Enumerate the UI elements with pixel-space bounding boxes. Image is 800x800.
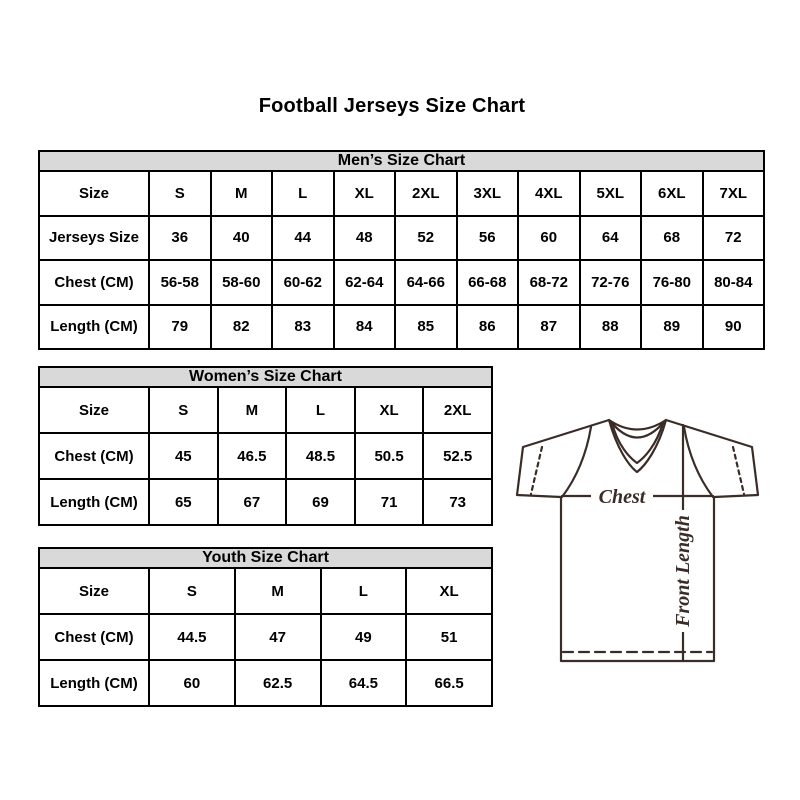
table-cell: 52 [395, 216, 457, 261]
table-cell: L [286, 387, 355, 433]
page-title: Football Jerseys Size Chart [258, 95, 526, 117]
table-cell: 58-60 [211, 260, 273, 305]
table-cell: 56 [457, 216, 519, 261]
table-cell: 60-62 [272, 260, 334, 305]
table-cell: 51 [406, 614, 492, 660]
table-cell: 83 [272, 305, 334, 350]
row-header-cell: Size [39, 171, 149, 216]
table-cell: 85 [395, 305, 457, 350]
row-header-cell: Size [39, 568, 149, 614]
table-cell: 66-68 [457, 260, 519, 305]
table-cell: 86 [457, 305, 519, 350]
womens-table-title: Women’s Size Chart [39, 367, 492, 387]
row-header-cell: Chest (CM) [39, 260, 149, 305]
table-cell: 84 [334, 305, 396, 350]
table-cell: 6XL [641, 171, 703, 216]
row-header-cell: Chest (CM) [39, 614, 149, 660]
table-row [39, 216, 764, 261]
table-cell: 36 [149, 216, 211, 261]
front-length-label: Front Length [672, 515, 694, 627]
table-row [39, 660, 492, 706]
mens-size-table [38, 150, 765, 350]
table-cell: 89 [641, 305, 703, 350]
table-cell: S [149, 568, 235, 614]
table-cell: 48 [334, 216, 396, 261]
table-cell: 82 [211, 305, 273, 350]
table-cell: 40 [211, 216, 273, 261]
table-cell: 68 [641, 216, 703, 261]
table-cell: M [211, 171, 273, 216]
table-cell: XL [334, 171, 396, 216]
table-title-row [39, 367, 492, 387]
table-cell: 65 [149, 479, 218, 525]
table-cell: 48.5 [286, 433, 355, 479]
table-cell: S [149, 171, 211, 216]
row-header-cell: Jerseys Size [39, 216, 149, 261]
table-cell: 64 [580, 216, 642, 261]
table-cell: 66.5 [406, 660, 492, 706]
row-header-cell: Chest (CM) [39, 433, 149, 479]
table-cell: 56-58 [149, 260, 211, 305]
jersey-measurement-diagram [505, 413, 770, 663]
table-row [39, 568, 492, 614]
table-cell: XL [355, 387, 424, 433]
table-cell: 76-80 [641, 260, 703, 305]
table-row [39, 479, 492, 525]
chest-label: Chest [598, 486, 646, 508]
table-cell: 2XL [423, 387, 492, 433]
table-cell: 50.5 [355, 433, 424, 479]
youth-size-table [38, 547, 493, 707]
table-title-row [39, 548, 492, 568]
table-cell: M [218, 387, 287, 433]
jersey-outline [517, 420, 758, 661]
table-cell: 71 [355, 479, 424, 525]
row-header-cell: Length (CM) [39, 660, 149, 706]
table-cell: 44 [272, 216, 334, 261]
row-header-cell: Length (CM) [39, 479, 149, 525]
table-cell: 49 [321, 614, 407, 660]
table-row [39, 433, 492, 479]
mens-table-title: Men’s Size Chart [39, 151, 764, 171]
table-cell: 87 [518, 305, 580, 350]
table-cell: 60 [518, 216, 580, 261]
table-cell: 64.5 [321, 660, 407, 706]
table-row [39, 260, 764, 305]
table-cell: 80-84 [703, 260, 765, 305]
table-cell: 44.5 [149, 614, 235, 660]
table-cell: M [235, 568, 321, 614]
table-row [39, 614, 492, 660]
table-cell: 72 [703, 216, 765, 261]
table-cell: 79 [149, 305, 211, 350]
table-cell: XL [406, 568, 492, 614]
table-cell: 3XL [457, 171, 519, 216]
table-cell: 46.5 [218, 433, 287, 479]
table-cell: 64-66 [395, 260, 457, 305]
table-row [39, 305, 764, 350]
table-cell: 62-64 [334, 260, 396, 305]
table-title-row [39, 151, 764, 171]
table-cell: L [321, 568, 407, 614]
table-cell: 47 [235, 614, 321, 660]
table-cell: 52.5 [423, 433, 492, 479]
table-cell: 4XL [518, 171, 580, 216]
table-cell: 2XL [395, 171, 457, 216]
table-cell: 62.5 [235, 660, 321, 706]
table-cell: 88 [580, 305, 642, 350]
youth-table-title: Youth Size Chart [39, 548, 492, 568]
table-cell: 68-72 [518, 260, 580, 305]
table-row [39, 171, 764, 216]
table-cell: 67 [218, 479, 287, 525]
table-cell: 60 [149, 660, 235, 706]
table-cell: L [272, 171, 334, 216]
table-cell: 73 [423, 479, 492, 525]
table-cell: 90 [703, 305, 765, 350]
table-cell: 7XL [703, 171, 765, 216]
table-cell: 5XL [580, 171, 642, 216]
row-header-cell: Size [39, 387, 149, 433]
table-cell: S [149, 387, 218, 433]
table-row [39, 387, 492, 433]
row-header-cell: Length (CM) [39, 305, 149, 350]
table-cell: 72-76 [580, 260, 642, 305]
womens-size-table [38, 366, 493, 526]
table-cell: 45 [149, 433, 218, 479]
table-cell: 69 [286, 479, 355, 525]
